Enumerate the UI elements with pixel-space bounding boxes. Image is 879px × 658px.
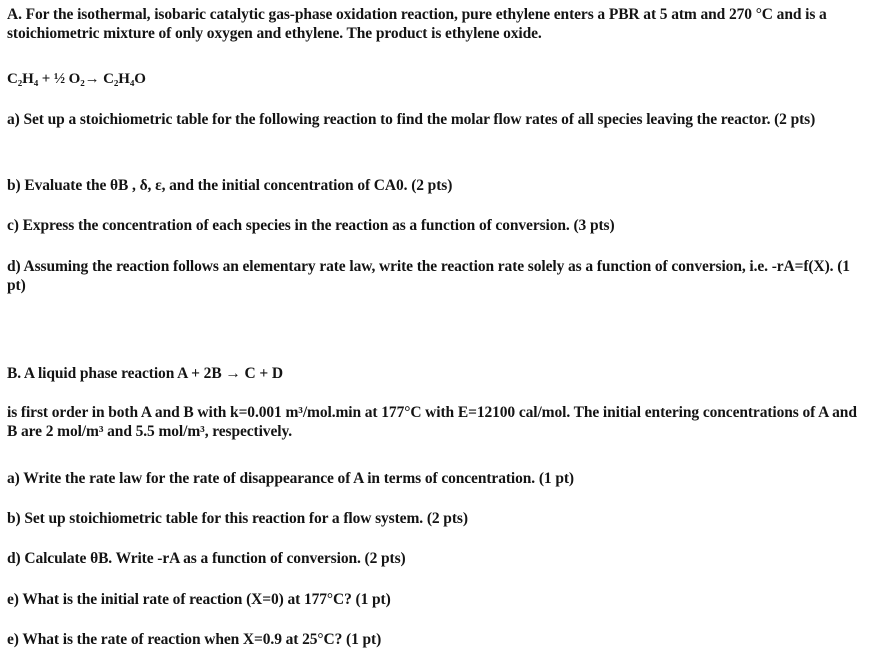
question-a-c: c) Express the concentration of each species in the reaction as a function of conversion. (3 pts) [7,217,615,234]
reaction-equation-a: C₂H₄ + ½ O₂→ C₂H₄O [7,71,146,87]
question-b-e2: e) What is the rate of reaction when X=0.9 at 25°C? (1 pt) [7,631,382,648]
question-a-b: b) Evaluate the θB , δ, ε, and the initial concentration of CA0. (2 pts) [7,177,453,194]
question-a-d: d) Assuming the reaction follows an elementary rate law, write the reaction rate solely as a function of conversion, i.e. -rA=f(X). (1 pt) [7,258,850,295]
problem-a-intro: A. For the isothermal, isobaric catalytic gas-phase oxidation reaction, pure ethylene enters a PBR at 5 atm and 270 °C and is a stoichiometric mixture of only oxygen and ethylene. The product is ethylene oxide. [7,6,827,43]
problem-b-intro: is first order in both A and B with k=0.001 m³/mol.min at 177°C with E=12100 cal/mol. The initial entering concentrations of A and B are 2 mol/m³ and 5.5 mol/m³, respectively. [7,404,857,441]
question-b-a: a) Write the rate law for the rate of disappearance of A in terms of concentration. (1 pt) [7,470,574,487]
question-b-b: b) Set up stoichiometric table for this reaction for a flow system. (2 pts) [7,510,468,527]
question-b-d: d) Calculate θB. Write -rA as a function of conversion. (2 pts) [7,550,406,567]
question-a-a: a) Set up a stoichiometric table for the following reaction to find the molar flow rates of all species leaving the reactor. (2 pts) [7,111,816,128]
question-b-e1: e) What is the initial rate of reaction (X=0) at 177°C? (1 pt) [7,591,391,608]
problem-b-heading: B. A liquid phase reaction A + 2B → C + D [7,365,283,382]
